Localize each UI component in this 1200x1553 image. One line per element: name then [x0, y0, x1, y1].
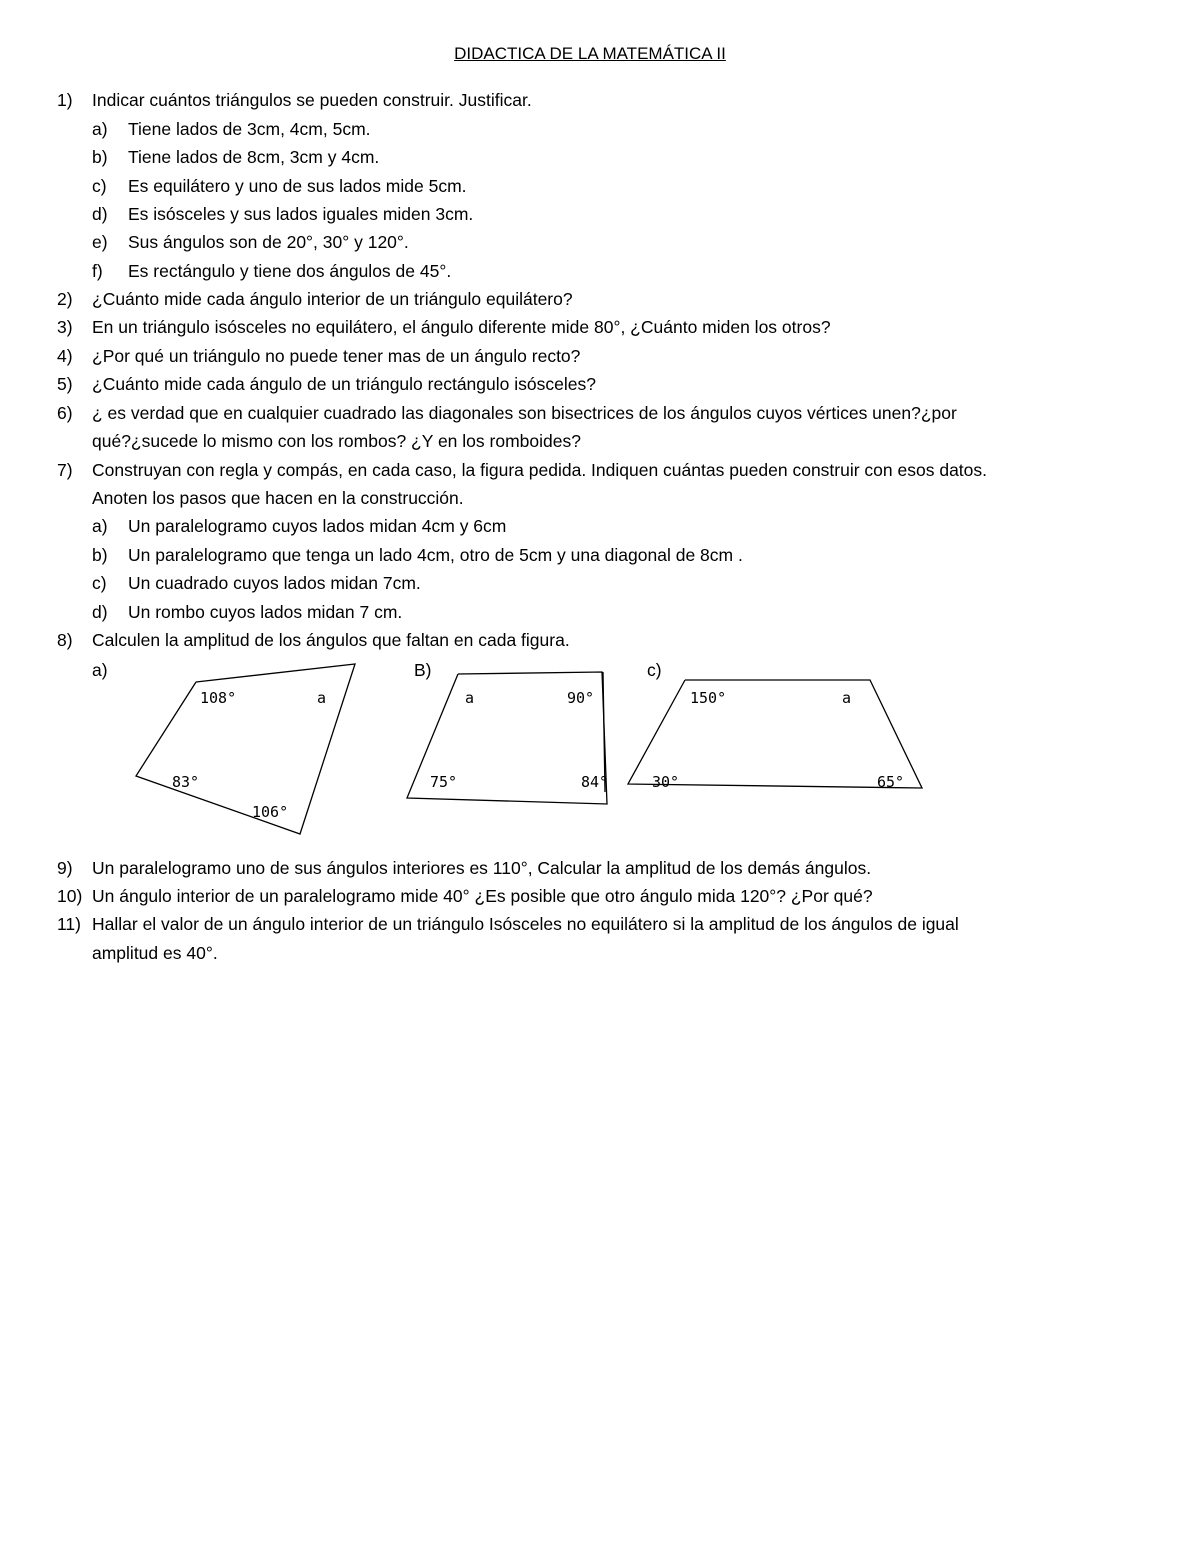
item-text: Un ángulo interior de un paralelogramo mide 40° ¿Es posible que otro ángulo mida 120°? ¿Por qué? — [92, 886, 873, 906]
figure-c-outline — [628, 680, 922, 788]
figure-a-angle-label: 108° — [200, 689, 237, 707]
item-text: Anoten los pasos que hacen en la construcción. — [92, 488, 464, 508]
item-number: c) — [92, 573, 107, 593]
item-text: ¿Por qué un triángulo no puede tener mas de un ángulo recto? — [92, 346, 581, 366]
item-text: Un rombo cuyos lados midan 7 cm. — [128, 602, 403, 622]
figure-a-angle-label: 83° — [172, 773, 200, 791]
item-number: 1) — [57, 90, 73, 110]
figure-c-angle-label: a — [842, 689, 852, 707]
figure-b-label: B) — [414, 660, 432, 680]
item-text: amplitud es 40°. — [92, 943, 218, 963]
item-text: Es isósceles y sus lados iguales miden 3cm. — [128, 204, 474, 224]
figure-b-angle-label: 75° — [430, 773, 458, 791]
item-number: 3) — [57, 317, 73, 337]
figure-a-angle-label: a — [317, 689, 327, 707]
item-number: 8) — [57, 630, 73, 650]
figure-c-label: c) — [647, 660, 662, 680]
item-number: 9) — [57, 858, 73, 878]
item-text: Hallar el valor de un ángulo interior de un triángulo Isósceles no equilátero si la amplitud de los ángulos de igual — [92, 914, 959, 934]
item-text: Sus ángulos son de 20°, 30° y 120°. — [128, 232, 409, 252]
item-number: 11) — [57, 914, 81, 934]
item-text: ¿Cuánto mide cada ángulo de un triángulo rectángulo isósceles? — [92, 374, 596, 394]
item-number: 10) — [57, 886, 83, 906]
item-number: c) — [92, 176, 107, 196]
item-number: b) — [92, 147, 108, 167]
item-text: Tiene lados de 8cm, 3cm y 4cm. — [128, 147, 380, 167]
item-text: Tiene lados de 3cm, 4cm, 5cm. — [128, 119, 371, 139]
item-text: Un paralelogramo que tenga un lado 4cm, otro de 5cm y una diagonal de 8cm . — [128, 545, 743, 565]
item-number: a) — [92, 516, 108, 536]
item-text: qué?¿sucede lo mismo con los rombos? ¿Y en los romboides? — [92, 431, 581, 451]
figure-b-angle-label: a — [465, 689, 475, 707]
item-number: d) — [92, 602, 108, 622]
item-number: 7) — [57, 460, 73, 480]
figure-a-label: a) — [92, 660, 108, 680]
item-text: Es equilátero y uno de sus lados mide 5cm. — [128, 176, 467, 196]
item-text: Calculen la amplitud de los ángulos que faltan en cada figura. — [92, 630, 570, 650]
item-text: Es rectángulo y tiene dos ángulos de 45°. — [128, 261, 452, 281]
figure-b-angle-label: 84° — [581, 773, 609, 791]
figure-a-angle-label: 106° — [252, 803, 289, 821]
document-title: DIDACTICA DE LA MATEMÁTICA II — [454, 44, 726, 63]
item-number: 5) — [57, 374, 73, 394]
item-text: Construyan con regla y compás, en cada caso, la figura pedida. Indiquen cuántas pueden construir con esos datos. — [92, 460, 988, 480]
item-number: f) — [92, 261, 103, 281]
figure-c-angle-label: 150° — [690, 689, 727, 707]
item-number: d) — [92, 204, 108, 224]
figure-c-angle-label: 30° — [652, 773, 680, 791]
item-text: Un cuadrado cuyos lados midan 7cm. — [128, 573, 421, 593]
item-number: 2) — [57, 289, 73, 309]
figure-b-angle-label: 90° — [567, 689, 595, 707]
item-number: e) — [92, 232, 108, 252]
item-number: 4) — [57, 346, 73, 366]
item-number: a) — [92, 119, 108, 139]
item-number: b) — [92, 545, 108, 565]
item-text: Indicar cuántos triángulos se pueden construir. Justificar. — [92, 90, 532, 110]
item-text: En un triángulo isósceles no equilátero, el ángulo diferente mide 80°, ¿Cuánto miden los otros? — [92, 317, 831, 337]
item-text: ¿Cuánto mide cada ángulo interior de un triángulo equilátero? — [92, 289, 573, 309]
item-text: Un paralelogramo cuyos lados midan 4cm y 6cm — [128, 516, 507, 536]
figure-c-angle-label: 65° — [877, 773, 905, 791]
item-number: 6) — [57, 403, 73, 423]
item-text: Un paralelogramo uno de sus ángulos interiores es 110°, Calcular la amplitud de los demás ángulos. — [92, 858, 872, 878]
item-text: ¿ es verdad que en cualquier cuadrado las diagonales son bisectrices de los ángulos cuyos vértices unen?¿por — [92, 403, 957, 423]
